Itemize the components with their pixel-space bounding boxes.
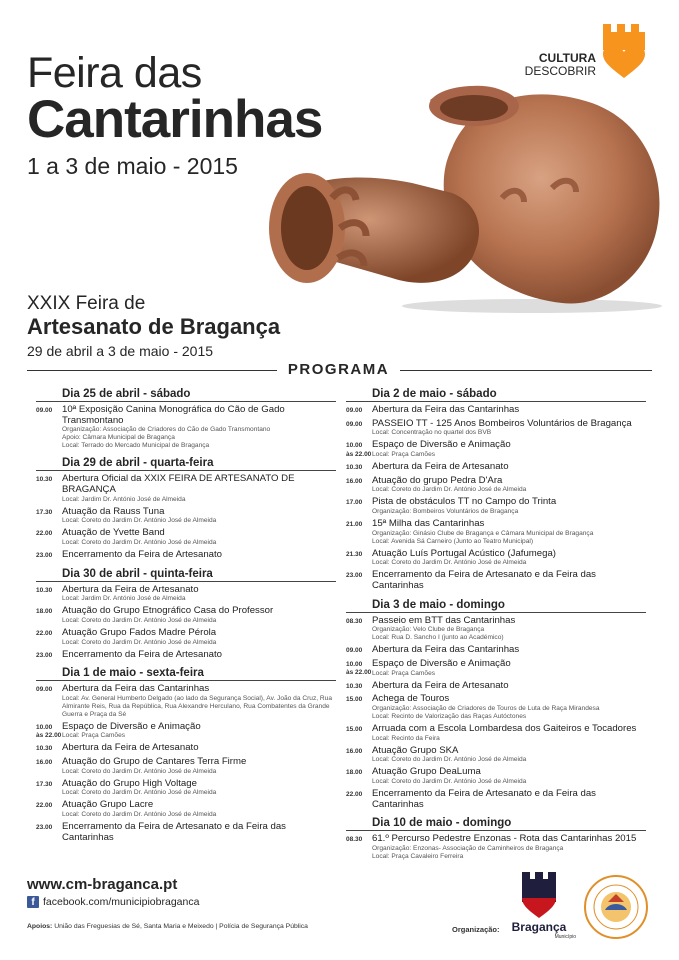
event-time [36,550,62,561]
event-details [62,650,336,661]
event-time [346,419,372,438]
event-title: 61.º Percurso Pedestre Enzonas - Rota das Cantarinhas 2015 [372,833,637,845]
event-dates: 1 a 3 de maio - 2015 [27,153,238,179]
event-details [372,405,646,416]
event-note: Local: Coreto do Jardim Dr. António José de Almeida [372,756,527,764]
cultura-brand [500,52,596,78]
event-note: Local: Coreto do Jardim Dr. António José de Almeida [372,486,527,494]
event-note: Local: Praça Camões [372,451,436,459]
event-start-time: 09.00 [346,407,363,414]
event-title: Encerramento da Feira de Artesanato e da Feira das Cantarinhas [372,569,596,591]
event-start-time: 22.00 [36,629,53,637]
event-note: Local: Coreto do Jardim Dr. António José de Almeida [62,538,217,546]
event-details [372,549,646,568]
event-time [36,606,62,625]
event-start-time: 18.00 [36,608,53,616]
event-details [62,779,336,798]
event-details [372,570,646,591]
event-start-time: 22.00 [36,530,53,538]
event-title: Espaço de Diversão e Animação [372,439,511,451]
event-time [36,757,62,776]
day-heading: Dia 10 de maio - domingo [346,817,646,831]
program-event [346,476,646,495]
event-details [372,767,646,786]
program-event [346,549,646,568]
program-left-column [36,388,336,846]
event-start-time: 10.30 [36,586,53,594]
event-details [372,519,646,546]
event-details [372,694,646,721]
braganca-wordmark: Bragança [511,920,567,934]
event-start-time: 09.00 [36,686,53,694]
program-event [36,628,336,647]
event-start-time: 16.00 [346,477,363,485]
event-time [346,694,372,721]
event-time [36,507,62,526]
event-details [62,757,336,776]
event-details [62,684,336,718]
event-details [62,528,336,547]
event-time [36,822,62,843]
event-time [346,789,372,810]
event-note: Local: Coreto do Jardim Dr. António José de Almeida [62,517,217,525]
program-event [346,462,646,473]
event-title: Atuação de Yvette Band [62,527,165,539]
program-event [346,570,646,591]
event-details [62,550,336,561]
title-line1: Feira das [27,49,202,97]
event-details [62,606,336,625]
event-note: Local: Praça Camões [62,732,126,740]
associacao-comercial-seal-icon [583,874,649,940]
day-heading: Dia 29 de abril - quarta-feira [36,457,336,471]
event-time [36,650,62,661]
event-time [36,474,62,503]
event-note: Organização: Velo Clube de Bragança [372,626,485,634]
program-event [36,528,336,547]
program-event [346,440,646,459]
program-right-column [346,388,646,864]
program-event [36,606,336,625]
event-start-time: 23.00 [346,572,363,580]
event-start-time: 10.30 [346,464,363,472]
facebook-link[interactable]: facebook.com/municipiobraganca [43,896,200,908]
event-start-time: 16.00 [36,759,53,767]
program-event [346,645,646,656]
event-details [372,834,646,861]
day-heading: Dia 3 de maio - domingo [346,599,646,613]
event-note: Organização: Enzonas- Associação de Caminheiros de Bragança [372,845,564,853]
event-start-time: 23.00 [36,551,53,559]
event-title: Abertura da Feira de Artesanato [62,583,199,595]
event-note: Organização: Associação de Criadores do Cão de Gado Transmontano [62,426,271,434]
event-details [372,462,646,473]
facebook-icon: f [27,896,39,908]
event-time [346,724,372,743]
event-time [36,800,62,819]
event-note: Local: Coreto do Jardim Dr. António José de Almeida [372,559,527,567]
program-event [346,405,646,416]
event-start-time: 10.00 [346,442,363,450]
event-title: Atuação do Grupo High Voltage [62,777,197,789]
event-details [62,507,336,526]
event-details [62,405,336,450]
event-time [36,722,62,741]
event-note: Local: Coreto do Jardim Dr. António José de Almeida [62,638,217,646]
event-note: Local: Coreto do Jardim Dr. António José de Almeida [62,789,217,797]
event-time [346,497,372,516]
event-title: Atuação do Grupo Etnográfico Casa do Professor [62,605,274,617]
event-title: Encerramento da Feira de Artesanato [62,548,222,560]
program-event [346,694,646,721]
subtitle-line1: XXIX Feira de [27,293,146,314]
event-title: Achega de Touros [372,693,450,705]
event-details [372,616,646,643]
program-event [36,779,336,798]
event-title: Atuação do Grupo de Cantares Terra Firme [62,756,247,768]
event-start-time: 17.30 [36,780,53,788]
event-details [372,440,646,459]
apoios-line [27,923,308,930]
event-start-time: 16.00 [346,747,363,755]
program-event [36,684,336,718]
event-start-time: 15.00 [346,696,363,704]
program-event [346,834,646,861]
event-note: Apoio: Câmara Municipal de Bragança [62,434,175,442]
event-time [346,616,372,643]
event-note: Local: Avenida Sá Carneiro (Junto ao Teatro Municipal) [372,537,534,545]
event-start-time: 23.00 [36,823,53,831]
event-details [372,681,646,692]
event-note: Local: Coreto do Jardim Dr. António José de Almeida [372,777,527,785]
cultura-label: CULTURA [538,51,596,65]
event-title: Passeio em BTT das Cantarinhas [372,614,516,626]
event-start-time: 18.00 [346,769,363,777]
event-time [346,570,372,591]
event-details [62,800,336,819]
event-start-time: 21.00 [346,521,363,529]
event-time [36,585,62,604]
event-start-time: 08.30 [346,617,363,625]
event-start-time: 21.30 [346,550,363,558]
event-title: Abertura Oficial da XXIX FEIRA DE ARTESANATO DE BRAGANÇA [62,473,295,495]
program-event [346,767,646,786]
event-details [62,474,336,503]
event-title: Abertura da Feira das Cantarinhas [372,644,520,656]
event-title: Abertura da Feira das Cantarinhas [372,404,520,415]
event-time [346,767,372,786]
program-event [36,722,336,741]
event-time [36,779,62,798]
event-start-time: 17.00 [346,499,363,507]
program-event [36,800,336,819]
event-time [346,476,372,495]
descobrir-label: DESCOBRIR [524,64,596,79]
event-note: Local: Praça Camões [372,669,436,677]
event-time [36,684,62,718]
event-start-time: 10.00 [36,723,53,731]
event-title: Encerramento da Feira de Artesanato e da Feira das Cantarinhas [62,820,286,843]
event-start-time: 22.00 [346,790,363,798]
event-note: Local: Rua D. Sancho I (junto ao Académico) [372,634,504,642]
event-start-time: 08.30 [346,836,363,844]
event-time [346,462,372,473]
event-title: Pista de obstáculos TT no Campo do Trinta [372,496,557,508]
event-title: Encerramento da Feira de Artesanato [62,648,222,660]
event-details [62,628,336,647]
event-note: Local: Recinto da Feira [372,734,440,742]
event-note: Organização: Associação de Criadores de Touros de Luta de Raça Mirandesa [372,705,600,713]
program-event [346,616,646,643]
event-title: Arruada com a Escola Lombardesa dos Gaiteiros e Tocadores [372,722,637,734]
event-start-time: 10.30 [346,682,363,690]
event-start-time: 22.00 [36,802,53,810]
day-heading: Dia 25 de abril - sábado [36,388,336,402]
apoios-label: Apoios: [27,923,53,930]
event-details [62,743,336,754]
event-start-time: 23.00 [36,651,53,659]
event-title: Abertura da Feira de Artesanato [372,679,509,691]
program-event [36,650,336,661]
program-event [36,507,336,526]
day-heading: Dia 30 de abril - quinta-feira [36,568,336,582]
program-event [346,724,646,743]
event-time [346,519,372,546]
event-start-time: 09.00 [36,407,53,414]
event-time [346,549,372,568]
program-event [346,497,646,516]
program-event [36,405,336,450]
event-note: Local: Coreto do Jardim Dr. António José de Almeida [62,767,217,775]
event-note: Local: Av. General Humberto Delgado (ao lado da Segurança Social), Av. João da Cruz, Rua Almirante Reis, Rua da República, Rua Alexandre Herculano, Rua Combatentes da Grande Guerra e Praça da Sé [62,694,333,718]
event-details [372,645,646,656]
event-title: Atuação da Rauss Tuna [62,505,165,517]
event-title: Abertura da Feira das Cantarinhas [62,683,210,695]
program-event [346,659,646,678]
day-heading: Dia 2 de maio - sábado [346,388,646,402]
program-event [36,822,336,843]
event-title: Atuação Grupo SKA [372,744,459,756]
event-note: Local: Jardim Dr. António José de Almeida [62,495,186,503]
program-event [346,419,646,438]
event-details [372,789,646,810]
event-title: Atuação Luís Portugal Acústico (Jafumega) [372,547,556,559]
program-event [36,757,336,776]
event-time [346,834,372,861]
event-details [372,746,646,765]
event-title: Encerramento da Feira de Artesanato e da Feira das Cantarinhas [372,787,596,810]
subtitle-dates: 29 de abril a 3 de maio - 2015 [27,343,214,359]
event-start-time: 15.00 [346,725,363,733]
event-title: Espaço de Diversão e Animação [372,657,511,669]
program-event [346,681,646,692]
event-time [346,681,372,692]
program-event [346,789,646,810]
event-time [36,528,62,547]
event-start-time: 10.30 [36,476,53,484]
event-note: Local: Coreto do Jardim Dr. António José de Almeida [62,616,217,624]
event-note: Organização: Bombeiros Voluntários de Bragança [372,508,519,516]
event-title: 15ª Milha das Cantarinhas [372,518,485,530]
program-event [36,474,336,503]
event-start-time: 09.00 [346,647,363,655]
event-details [372,476,646,495]
title-line2: Cantarinhas [27,90,323,149]
event-details [372,659,646,678]
event-details [372,419,646,438]
event-start-time: 10.30 [36,745,53,753]
apoios-text: União das Freguesias de Sé, Santa Maria e Meixedo | Polícia de Segurança Pública [54,923,308,930]
event-title: Espaço de Diversão e Animação [62,720,201,732]
day-heading: Dia 1 de maio - sexta-feira [36,667,336,681]
event-end-time: às 22.00 [346,450,372,458]
event-end-time: às 22.00 [36,731,62,739]
event-details [62,822,336,843]
organizacao-label: Organização: [452,925,500,934]
event-start-time: 09.00 [346,420,363,428]
event-note: Local: Coreto do Jardim Dr. António José de Almeida [62,811,217,819]
event-details [62,585,336,604]
event-time [36,628,62,647]
event-start-time: 10.00 [346,660,363,668]
event-note: Local: Praça Cavaleiro Ferreira [372,852,464,860]
event-note: Local: Concentração no quartel dos BVB [372,429,492,437]
program-event [346,519,646,546]
website-link[interactable]: www.cm-braganca.pt [27,876,178,893]
event-time [346,746,372,765]
municipio-label: Município [554,934,576,940]
event-note: Organização: Ginásio Clube de Bragança e Câmara Municipal de Bragança [372,529,594,537]
divider-left [27,370,277,371]
event-title: Abertura da Feira de Artesanato [62,742,199,754]
event-title: 10ª Exposição Canina Monográfica do Cão de Gado Transmontano [62,404,285,426]
event-title: Atuação Grupo DeaLuma [372,766,481,778]
event-note: Local: Terrado do Mercado Municipal de Bragança [62,442,210,450]
event-end-time: às 22.00 [346,669,372,677]
program-event [36,550,336,561]
event-time [36,405,62,450]
event-start-time: 17.30 [36,508,53,516]
subtitle-line2: Artesanato de Bragança [27,314,281,339]
event-time [36,743,62,754]
event-details [62,722,336,741]
event-title: Atuação Grupo Fados Madre Pérola [62,626,217,638]
clay-jugs-illustration [262,78,672,313]
event-title: Atuação do grupo Pedra D'Ara [372,474,503,486]
program-event [346,746,646,765]
event-details [372,724,646,743]
castle-heart-logo-icon [601,22,647,80]
event-title: Atuação Grupo Lacre [62,799,154,811]
divider-right [400,370,652,371]
event-time [346,440,372,459]
event-title: PASSEIO TT - 125 Anos Bombeiros Voluntários de Bragança [372,417,632,429]
event-time [346,405,372,416]
event-note: Local: Jardim Dr. António José de Almeida [62,595,186,603]
event-title: Abertura da Feira de Artesanato [372,461,509,473]
event-time [346,659,372,678]
programa-heading: PROGRAMA [287,361,390,378]
event-note: Local: Recinto de Valorização das Raças Autóctones [372,712,527,720]
program-event [36,743,336,754]
event-time [346,645,372,656]
event-details [372,497,646,516]
program-event [36,585,336,604]
